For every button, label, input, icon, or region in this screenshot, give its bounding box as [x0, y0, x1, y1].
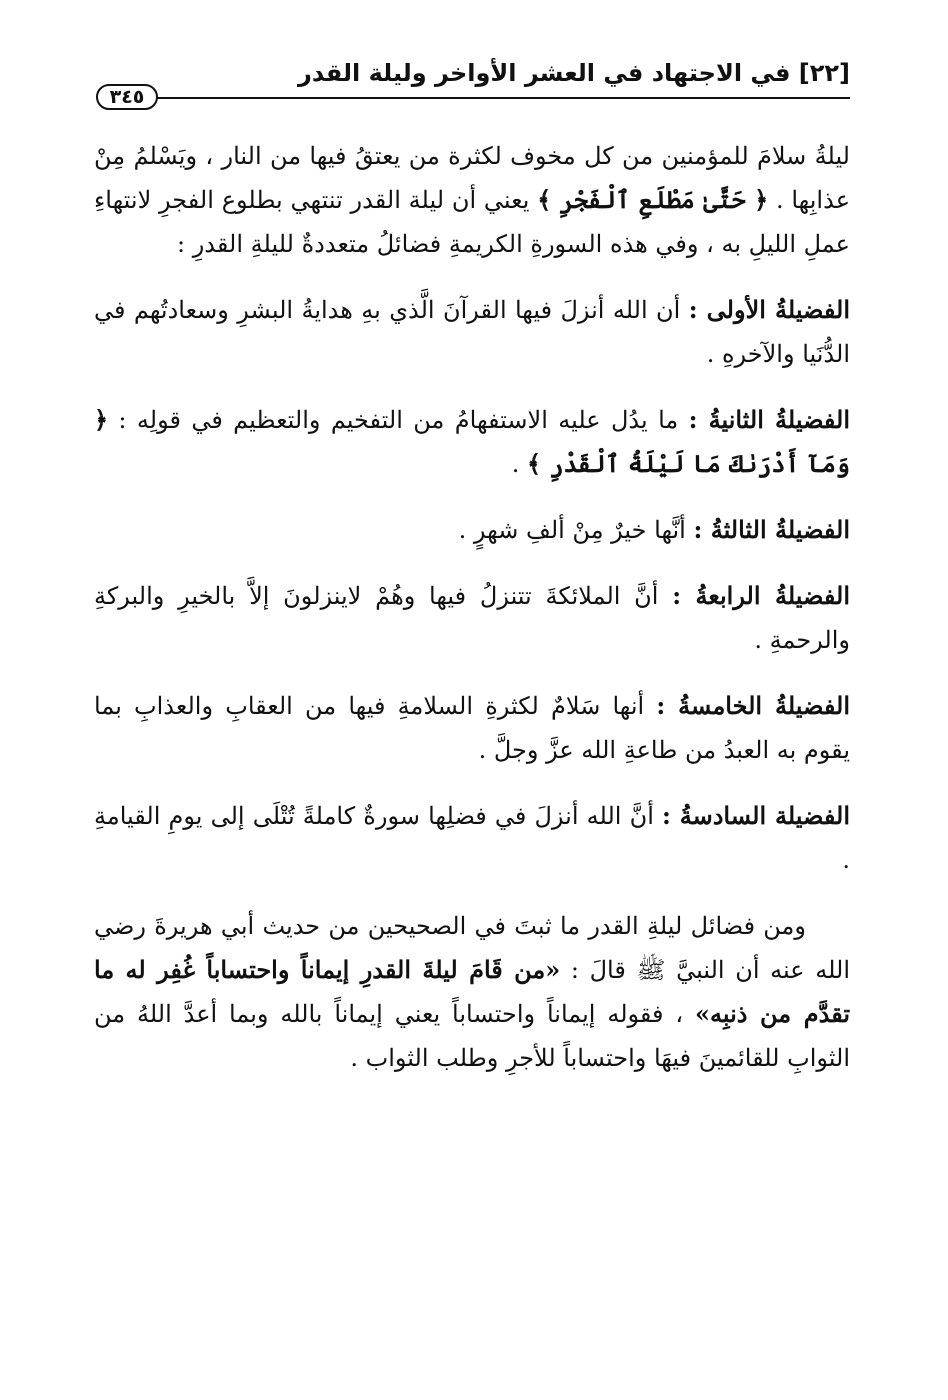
virtue-text-end: .	[511, 450, 527, 478]
virtue-text: أن الله أنزلَ فيها القرآنَ الَّذي بهِ هدايةُ البشرِ وسعادتُهم في الدُّنَيا والآخرهِ .	[94, 296, 850, 368]
virtue-5	[94, 684, 850, 772]
page-number: ٣٤٥	[96, 84, 158, 110]
closing-text-2: ، فقوله إيماناً واحتساباً يعني إيماناً بالله وبما أعدَّ اللهُ من الثوابِ للقائمينَ فيهَا واحتساباً للأجرِ وطلب الثواب .	[94, 1000, 850, 1072]
virtue-text: ما يدُل عليه الاستفهامُ من التفخيم والتعظيم في قولِه :	[108, 406, 689, 434]
virtue-2	[94, 398, 850, 486]
chapter-title: [٢٢] في الاجتهاد في العشر الأواخر وليلة القدر	[298, 59, 850, 87]
virtue-text: أنَّ الله أنزلَ في فضلِها سورةٌ كاملةً تُتْلَى إلى يومِ القيامةِ .	[94, 802, 850, 874]
virtue-label: الفضيلةُ الثالثةُ :	[693, 515, 850, 544]
intro-paragraph	[94, 134, 850, 266]
virtue-text: أنَّها خيرٌ مِنْ ألفِ شهرٍ .	[458, 516, 694, 544]
virtue-label: الفضيلةُ الأولى :	[688, 295, 850, 324]
virtue-label: الفضيلةُ الخامسةُ :	[656, 691, 850, 720]
virtue-3	[94, 508, 850, 552]
virtue-text: أنها سَلامٌ لكثرةِ السلامةِ فيها من العقابِ والعذابِ بما يقوم به العبدُ من طاعةِ الله عزَّ وجلَّ .	[94, 692, 850, 764]
closing-text-1: ومن فضائل ليلةِ القدر ما ثبتَ في الصحيحين من حديث أبي هريرةَ رضي الله عنه أن النبيَّ ﷺ قالَ :	[94, 912, 850, 984]
virtue-6	[94, 794, 850, 882]
virtue-label: الفضيلةُ الثانيةُ :	[688, 405, 850, 434]
intro-text-2: يعني أن ليلة القدر تنتهي بطلوع الفجرِ لانتهاءِ عملِ الليلِ به ، وفي هذه السورةِ الكريمةِ فضائلُ متعددةٌ لليلةِ القدرِ :	[94, 186, 850, 258]
hadith-quote: «من قَامَ ليلةَ القدرِ إيماناً واحتساباً غُفِر له ما تقدَّم من ذنبِه»	[94, 955, 850, 1028]
quran-verse: ﴿ وَمَآ أَدْرَىٰكَ مَا لَيْلَةُ ٱلْقَدْرِ ﴾	[94, 405, 850, 478]
intro-text-1: ليلةُ سلامَ للمؤمنين من كل مخوف لكثرة من يعتقُ فيها من النار ، ويَسْلمُ مِنْ عذابِها .	[94, 142, 851, 214]
page-header	[94, 0, 850, 108]
header-rule	[156, 97, 850, 99]
virtue-label: الفضيلة السادسةُ :	[662, 801, 850, 830]
body-text	[94, 134, 850, 1102]
virtue-text: أنَّ الملائكةَ تتنزلُ فيها وهُمْ لاينزلونَ إلاَّ بالخيرِ والبركةِ والرحمةِ .	[94, 582, 850, 654]
closing-paragraph	[94, 904, 850, 1080]
virtue-1	[94, 288, 850, 376]
virtue-label: الفضيلةُ الرابعةُ :	[672, 581, 850, 610]
virtue-4	[94, 574, 850, 662]
quran-verse: ﴿ حَتَّىٰ مَطْلَعِ ٱلْفَجْرِ ﴾	[537, 185, 769, 214]
